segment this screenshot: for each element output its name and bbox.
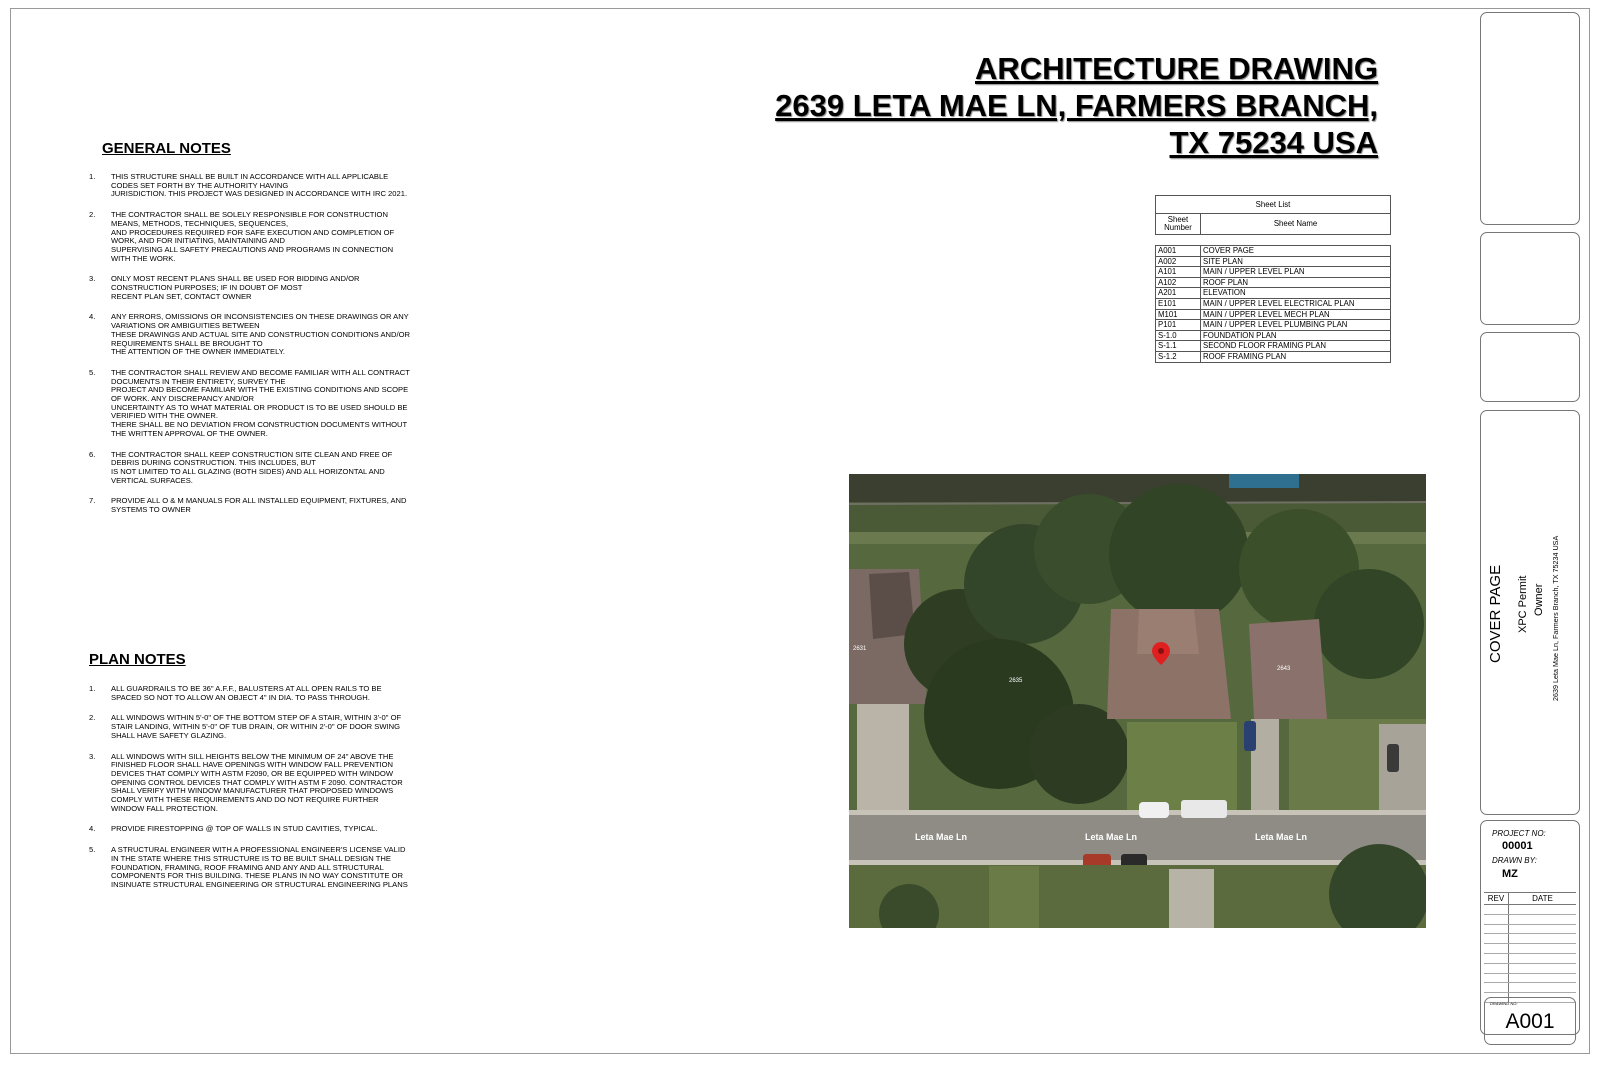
note-item [89, 685, 421, 702]
note-number: 2. [89, 210, 96, 220]
revision-cell [1484, 974, 1509, 983]
note-item [89, 714, 421, 740]
house-number-right: 2643 [1277, 666, 1291, 672]
general-notes-list [89, 173, 421, 527]
revision-cell [1484, 925, 1509, 934]
sheet-list-row [1156, 278, 1390, 289]
sheet-name: ROOF PLAN [1203, 277, 1249, 287]
street-label-1: Leta Mae Ln [915, 832, 968, 842]
note-item [89, 275, 421, 301]
sheet-list-header [1155, 213, 1391, 235]
note-text: THIS STRUCTURE SHALL BE BUILT IN ACCORDANCE WITH ALL APPLICABLE CODES SET FORTH BY THE AUTHORITY HAVING JURISDICTION. THIS PROJECT WAS DESIGNED IN ACCORDANCE WITH IRC 2021. [111, 172, 408, 199]
note-text: PROVIDE FIRESTOPPING @ TOP OF WALLS IN STUD CAVITIES, TYPICAL. [111, 824, 378, 834]
drawing-no-box [1484, 997, 1576, 1045]
rev-column: REV [1484, 893, 1509, 904]
sheet-list-table [1155, 195, 1391, 363]
sheet-list-row [1156, 331, 1390, 342]
revision-row [1484, 944, 1576, 954]
note-item [89, 211, 421, 263]
plan-notes-heading: PLAN NOTES [89, 651, 186, 668]
revision-row [1484, 905, 1576, 915]
note-number: 4. [89, 824, 96, 834]
sheet-number: S-1.2 [1156, 352, 1201, 362]
sheet-number: A002 [1156, 257, 1201, 267]
house-number-middle: 2635 [1009, 678, 1023, 684]
date-column: DATE [1532, 894, 1553, 903]
sheet-name: SITE PLAN [1203, 256, 1243, 266]
drawn-by: MZ [1502, 868, 1518, 880]
title-line-2: 2639 LETA MAE LN, FARMERS BRANCH, [775, 88, 1378, 123]
note-item [89, 173, 421, 199]
note-number: 1. [89, 684, 96, 693]
sheet-title: COVER PAGE [1487, 564, 1504, 663]
note-item [89, 753, 421, 814]
sheet-list-title: Sheet List [1155, 195, 1391, 213]
aerial-site-photo [849, 474, 1426, 928]
title-block-box-2 [1480, 232, 1580, 325]
sheet-list-row [1156, 299, 1390, 310]
title-block-box-3 [1480, 332, 1580, 402]
revision-row [1484, 934, 1576, 944]
project-no: 00001 [1502, 840, 1533, 852]
sheet-name: FOUNDATION PLAN [1203, 330, 1277, 340]
sheet-number: S-1.1 [1156, 341, 1201, 351]
project-no-label: PROJECT NO: [1492, 829, 1546, 838]
revision-row [1484, 964, 1576, 974]
sheet-name: SECOND FLOOR FRAMING PLAN [1203, 341, 1327, 351]
sheet-list-row [1156, 352, 1390, 363]
sheet-number: A001 [1156, 246, 1201, 256]
note-number: 3. [89, 751, 96, 761]
note-text: ALL GUARDRAILS TO BE 36" A.F.F., BALUSTERS AT ALL OPEN RAILS TO BE SPACED SO NOT TO ALLOW AN OBJECT 4" IN DIA. TO PASS THROUGH. [111, 684, 382, 702]
note-number: 6. [89, 449, 96, 459]
revision-cell [1484, 983, 1509, 992]
owner-name: Owner [1533, 583, 1545, 616]
general-notes-heading: GENERAL NOTES [102, 140, 231, 157]
revision-row [1484, 983, 1576, 993]
note-number: 1. [89, 172, 96, 181]
note-text: THE CONTRACTOR SHALL KEEP CONSTRUCTION SITE CLEAN AND FREE OF DEBRIS DURING CONSTRUCTION. THIS INCLUDES, BUT IS NOT LIMITED TO ALL GLAZING (BOTH SIDES) AND ALL HORIZONTAL AND VERTICAL SURFACES. [111, 449, 393, 485]
note-number: 5. [89, 845, 96, 855]
note-text: ONLY MOST RECENT PLANS SHALL BE USED FOR BIDDING AND/OR CONSTRUCTION PURPOSES; IF IN DOUBT OF MOST RECENT PLAN SET, CONTACT OWNER [111, 274, 360, 301]
note-text: A STRUCTURAL ENGINEER WITH A PROFESSIONAL ENGINEER'S LICENSE VALID IN THE STATE WHERE THIS STRUCTURE IS TO BE BUILT SHALL DESIGN THE FOUNDATION, FRAMING, ROOF FRAMING AND ANY AND ALL STRUCTURAL COMPONENTS FOR THIS BUILDING. THESE PLANS IN NO WAY CONSTITUTE OR INSINUATE STRUCTURAL ENGINEERING OR STRUCTURAL ENGINEERING PLANS [111, 845, 408, 889]
sheet-number: M101 [1156, 310, 1201, 320]
sheet-list-row [1156, 320, 1390, 331]
sheet-name: ELEVATION [1203, 288, 1246, 298]
note-item [89, 846, 421, 890]
revision-row [1484, 915, 1576, 925]
sheet-list-row [1156, 246, 1390, 257]
revision-cell [1484, 964, 1509, 973]
revision-cell [1484, 954, 1509, 963]
sheet-number: S-1.0 [1156, 331, 1201, 341]
sheet-number: P101 [1156, 320, 1201, 330]
note-item [89, 313, 421, 357]
project-address: 2639 Leta Mae Ln, Farmers Branch, TX 75234 USA [1551, 535, 1560, 701]
sheet-name: MAIN / UPPER LEVEL MECH PLAN [1203, 309, 1330, 319]
sheet-list-row [1156, 310, 1390, 321]
title-block [1480, 12, 1584, 1052]
note-text: THE CONTRACTOR SHALL BE SOLELY RESPONSIBLE FOR CONSTRUCTION MEANS, METHODS, TECHNIQUES, SEQUENCES, AND PROCEDURES REQUIRED FOR SAFE EXECUTION AND COMPLETION OF WORK, AND FOR INITIATING, MAINTAINING AND SUPERVISING ALL SAFETY PRECAUTIONS AND PROGRAMS IN CONNECTION WITH THE WORK. [111, 210, 395, 263]
note-item [89, 497, 421, 514]
drawing-title [678, 50, 1378, 161]
revision-row [1484, 925, 1576, 935]
sheet-number: A201 [1156, 288, 1201, 298]
col-sheet-number: Sheet Number [1156, 214, 1201, 234]
title-line-3: TX 75234 USA [1169, 125, 1378, 160]
title-line-1: ARCHITECTURE DRAWING [975, 51, 1378, 86]
note-text: ANY ERRORS, OMISSIONS OR INCONSISTENCIES ON THESE DRAWINGS OR ANY VARIATIONS OR AMBIGUITIES BETWEEN THESE DRAWINGS AND ACTUAL SITE AND CONSTRUCTION CONDITIONS AND/OR REQUIREMENTS SHALL BE BROUGHT TO THE ATTENTION OF THE OWNER IMMEDIATELY. [111, 312, 410, 357]
plan-notes-list [89, 685, 421, 902]
col-sheet-name: Sheet Name [1273, 219, 1318, 228]
sheet-list-row [1156, 267, 1390, 278]
drawing-no: A001 [1505, 1010, 1555, 1033]
sheet-list-rows [1155, 245, 1391, 363]
sheet-list-row [1156, 288, 1390, 299]
note-text: THE CONTRACTOR SHALL REVIEW AND BECOME FAMILIAR WITH ALL CONTRACT DOCUMENTS IN THEIR ENTIRETY, SURVEY THE PROJECT AND BECOME FAMILIAR WITH THE EXISTING CONDITIONS AND SCOPE OF WORK. ANY DISCREPANCY AND/OR UNCERTAINTY AS TO WHAT MATERIAL OR PRODUCT IS TO BE USED SHOULD BE VERIFIED WITH THE OWNER. THERE SHALL BE NO DEVIATION FROM CONSTRUCTION DOCUMENTS WITHOUT THE WRITTEN APPROVAL OF THE OWNER. [111, 367, 410, 438]
revision-cell [1484, 915, 1509, 924]
note-number: 3. [89, 274, 96, 284]
revision-row [1484, 954, 1576, 964]
revision-cell [1484, 905, 1509, 914]
note-text: ALL WINDOWS WITH SILL HEIGHTS BELOW THE MINIMUM OF 24" ABOVE THE FINISHED FLOOR SHALL HAVE OPENINGS WITH WINDOW FALL PREVENTION DEVICES THAT COMPLY WITH ASTM F2090, OR BE EQUIPPED WITH WINDOW OPENING CONTROL DEVICES THAT COMPLY WITH ASTM F 2090. CONTRACTOR SHALL VERIFY WITH WINDOW MANUFACTURER THAT PROPOSED WINDOWS COMPLY WITH THESE REQUIREMENTS AND DO NOT REQUIRE FURTHER WINDOW FALL PROTECTION. [111, 751, 403, 813]
sheet-list-row [1156, 341, 1390, 352]
note-item [89, 369, 421, 439]
note-number: 2. [89, 713, 96, 723]
title-block-logo-box [1480, 12, 1580, 225]
revision-header [1484, 892, 1576, 905]
sheet-name: ROOF FRAMING PLAN [1203, 351, 1287, 361]
note-number: 7. [89, 496, 96, 506]
note-text: ALL WINDOWS WITHIN 5'-0" OF THE BOTTOM STEP OF A STAIR, WITHIN 3'-0" OF STAIR LANDING, WITHIN 5'-0" OF TUB DRAIN, OR WITHIN 2'-0" OF DOOR SWING SHALL HAVE SAFETY GLAZING. [111, 713, 402, 740]
title-block-sheet-info [1480, 410, 1580, 815]
note-item [89, 825, 421, 834]
sheet-name: MAIN / UPPER LEVEL PLUMBING PLAN [1203, 320, 1348, 330]
sheet-number: E101 [1156, 299, 1201, 309]
street-label-2: Leta Mae Ln [1085, 832, 1138, 842]
street-label-3: Leta Mae Ln [1255, 832, 1308, 842]
client-name: XPC Permit [1517, 575, 1529, 633]
sheet-number: A102 [1156, 278, 1201, 288]
drawing-no-label: DRAWING NO: [1490, 1001, 1518, 1006]
revision-cell [1484, 934, 1509, 943]
sheet-list-row [1156, 257, 1390, 268]
revision-rows [1484, 905, 1576, 1003]
note-text: PROVIDE ALL O & M MANUALS FOR ALL INSTALLED EQUIPMENT, FIXTURES, AND SYSTEMS TO OWNER [111, 496, 407, 515]
sheet-name: MAIN / UPPER LEVEL PLAN [1203, 267, 1305, 277]
house-number-left: 2631 [853, 646, 867, 652]
note-item [89, 451, 421, 486]
revision-table [1484, 892, 1576, 1003]
sheet-name: MAIN / UPPER LEVEL ELECTRICAL PLAN [1203, 298, 1355, 308]
note-number: 5. [89, 367, 96, 377]
revision-cell [1484, 944, 1509, 953]
revision-row [1484, 974, 1576, 984]
sheet-name: COVER PAGE [1203, 246, 1254, 255]
sheet-number: A101 [1156, 267, 1201, 277]
note-number: 4. [89, 312, 96, 322]
drawn-by-label: DRAWN BY: [1492, 856, 1537, 865]
